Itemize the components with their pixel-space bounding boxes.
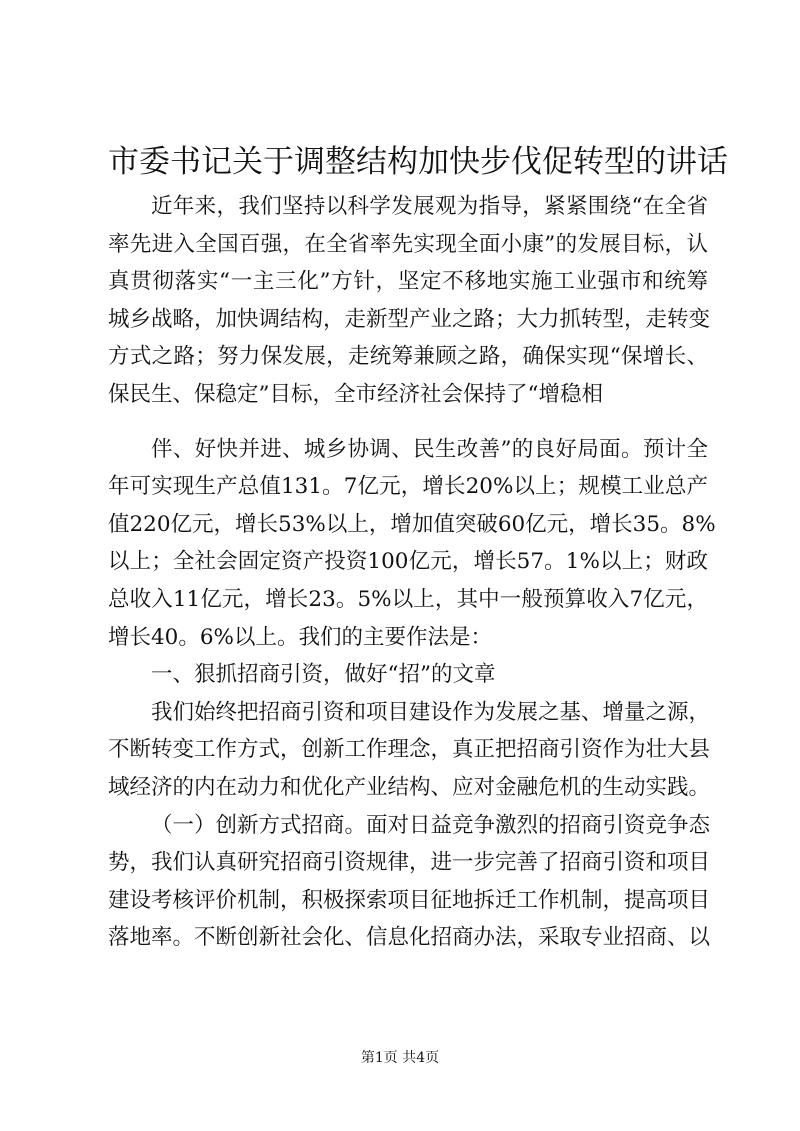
page-footer [0, 1048, 800, 1068]
paragraph-line: 率先进入全国百强，在全省率先实现全面小康”的发展目标，认 [108, 231, 708, 257]
paragraph-line: 保民生、保稳定”目标，全市经济社会保持了“增稳相 [108, 381, 603, 407]
paragraph-line: 城乡战略，加快调结构，走新型产业之路；大力抓转型，走转变 [108, 306, 711, 332]
paragraph-line: 不断转变工作方式，创新工作理念，真正把招商引资作为壮大县 [108, 737, 711, 763]
paragraph-line: 值220亿元，增长53%以上，增加值突破60亿元，增长35。8% [108, 511, 716, 537]
page-number-label: 第1页 共4页 [360, 1050, 440, 1066]
paragraph-line: 我们始终把招商引资和项目建设作为发展之基、增量之源， [151, 699, 711, 725]
paragraph-line: 伴、好快并进、城乡协调、民生改善”的良好局面。预计全 [151, 436, 708, 462]
paragraph-line: 真贯彻落实“一主三化”方针，坚定不移地实施工业强市和统筹 [108, 269, 708, 295]
paragraph-line: 以上；全社会固定资产投资100亿元，增长57。1%以上；财政 [108, 549, 708, 575]
paragraph-line: 落地率。不断创新社会化、信息化招商办法，采取专业招商、以 [108, 925, 711, 951]
document-body [108, 188, 716, 957]
paragraph-line: （一）创新方式招商。面对日益竞争激烈的招商引资竞争态 [151, 812, 711, 838]
paragraph-line: 势，我们认真研究招商引资规律，进一步完善了招商引资和项目 [108, 850, 711, 876]
paragraph-line: 方式之路；努力保发展，走统筹兼顾之路，确保实现“保增长、 [108, 344, 708, 370]
paragraph-line: 年可实现生产总值131。7亿元，增长20%以上；规模工业总产 [108, 474, 708, 500]
paragraph-line: 域经济的内在动力和优化产业结构、应对金融危机的生动实践。 [108, 774, 711, 800]
section-heading: 一、狠抓招商引资，做好“招”的文章 [151, 662, 496, 688]
paragraph-line: 增长40。6%以上。我们的主要作法是： [108, 624, 492, 650]
document-title: 市委书记关于调整结构加快步伐促转型的讲话 [108, 144, 728, 180]
paragraph-gap [108, 414, 708, 431]
paragraph-line: 总收入11亿元，增长23。5%以上，其中一般预算收入7亿元， [108, 586, 708, 612]
paragraph-line: 建设考核评价机制，积极探索项目征地拆迁工作机制，提高项目 [108, 887, 711, 913]
paragraph-line: 近年来，我们坚持以科学发展观为指导，紧紧围绕“在全省 [151, 194, 708, 219]
